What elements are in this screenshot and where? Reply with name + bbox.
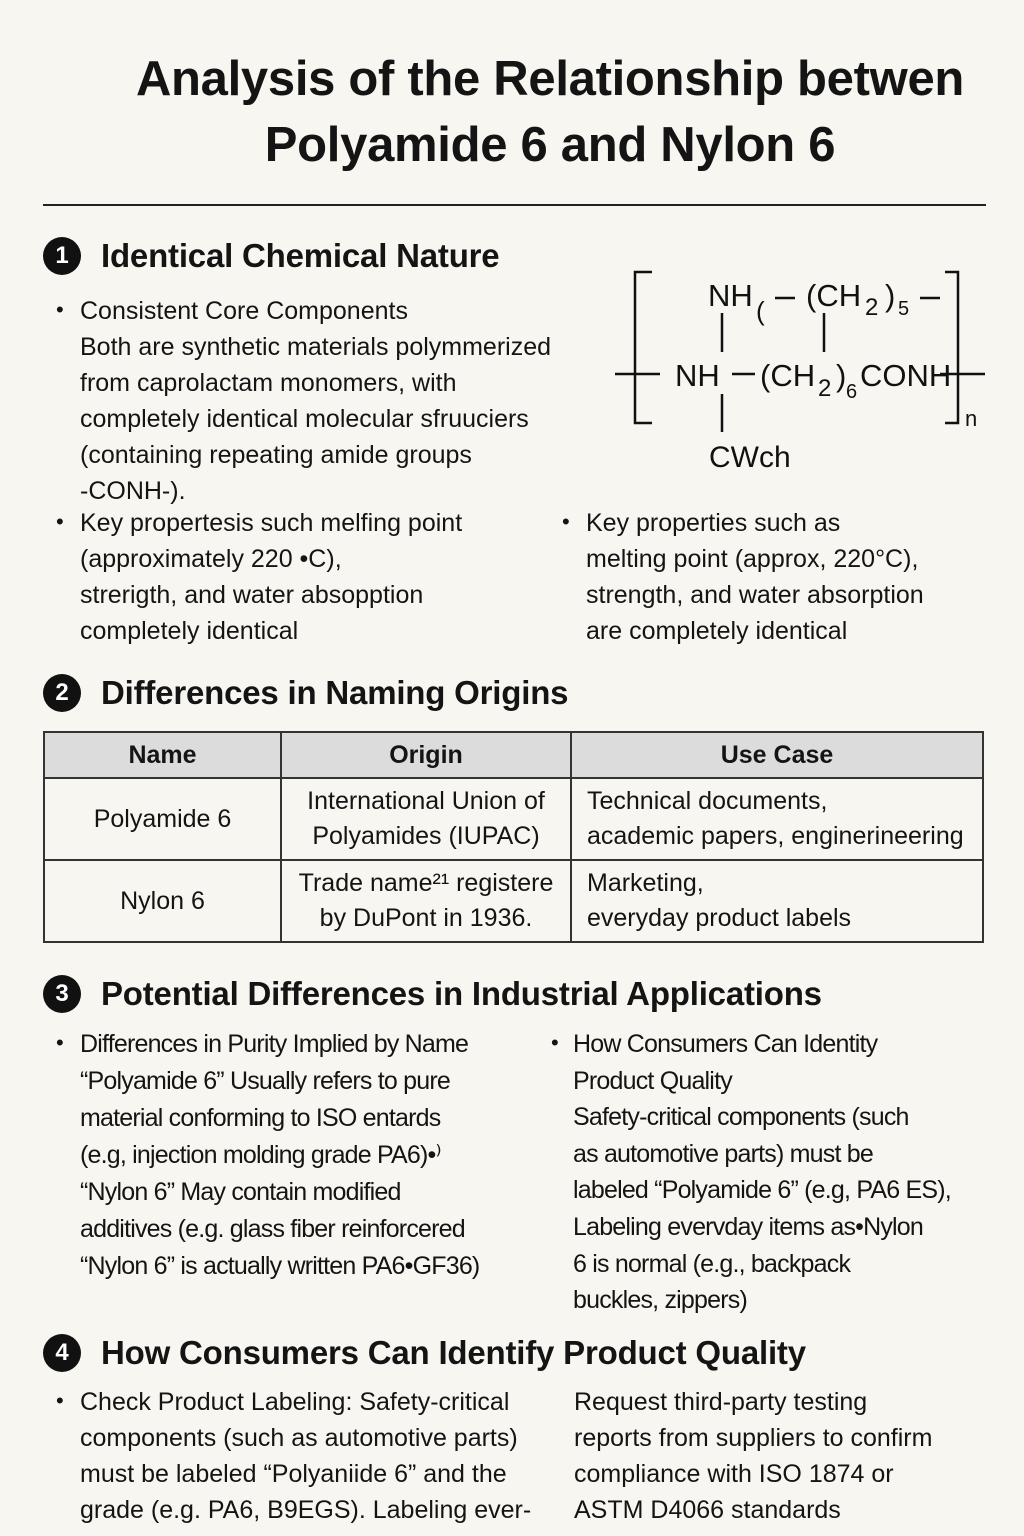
text-line: Product Quality <box>573 1066 732 1095</box>
text-line: (e.g, injection molding grade PA6)•⁾ <box>80 1141 441 1169</box>
formula-top-nh: NH <box>708 278 753 313</box>
text-line: “Nylon 6” is actually written PA6•GF36) <box>80 1252 480 1280</box>
text-line: (approximately 220 •C), <box>80 545 342 573</box>
text-line: Consistent Core Components <box>80 297 408 325</box>
formula-mid-close: ) <box>836 358 847 393</box>
text-line: Labeling evervday items as•Nylon <box>573 1212 924 1241</box>
section-3-header <box>43 974 822 1014</box>
text-line: grade (e.g. PA6, B9EGS). Labeling ever- <box>80 1496 532 1524</box>
text-line: Safety-critical components (such <box>573 1103 909 1132</box>
formula-mid-sub6: 6 <box>846 381 858 403</box>
cell-line: Marketing, <box>587 869 704 897</box>
s4-testing-text <box>574 1384 932 1528</box>
text-line: -CONH-). <box>80 477 186 505</box>
number-badge-icon: 3 <box>43 975 81 1013</box>
bullet-icon: • <box>551 1030 559 1055</box>
title-divider <box>43 204 986 206</box>
text-line: “Nylon 6” May contain modified <box>80 1178 401 1206</box>
column-header-use-case: Use Case <box>571 732 983 778</box>
text-line: ASTM D4066 standards <box>574 1496 841 1524</box>
text-line: Differences in Purity Implied by Name <box>80 1030 469 1058</box>
text-line: 6 is normal (e.g., backpack <box>573 1249 851 1278</box>
bullet-icon: • <box>56 1030 64 1055</box>
bullet-icon: • <box>562 509 570 534</box>
s1-bullet-properties <box>80 505 462 649</box>
table-row <box>44 778 983 860</box>
text-line: completely identical molecular sfruuciers <box>80 405 529 433</box>
formula-top-paren: ( <box>756 296 765 326</box>
section-heading: How Consumers Can Identify Product Quality <box>101 1334 806 1371</box>
text-line: Both are synthetic materials polymmerized <box>80 333 552 361</box>
cell-name: Nylon 6 <box>44 860 281 942</box>
cell-use-case <box>571 778 983 860</box>
chemical-structure-diagram <box>600 260 1000 480</box>
s4-bullet-labeling <box>80 1384 531 1528</box>
text-line: are completely identical <box>586 617 848 645</box>
text-line: labeled “Polyamide 6” (e.g, PA6 ES), <box>573 1176 951 1205</box>
section-heading: Potential Differences in Industrial Applications <box>101 975 822 1012</box>
text-line: components (such as automotive parts) <box>80 1424 518 1452</box>
formula-mid-nh: NH <box>675 358 720 393</box>
cell-line: Technical documents, <box>587 787 828 815</box>
formula-top-sub5: 5 <box>898 298 910 320</box>
section-4-header <box>43 1333 806 1373</box>
text-line: Key propertesis such melfing point <box>80 509 463 537</box>
cell-origin <box>281 778 571 860</box>
cell-line: International Union of <box>307 787 545 815</box>
text-line: material conforming to ISO entards <box>80 1104 441 1132</box>
formula-mid-conh: CONH <box>860 358 952 393</box>
formula-top-close: ) <box>885 278 896 313</box>
formula-repeat-n: n <box>965 406 978 431</box>
text-line: reports from suppliers to confirm <box>574 1424 933 1452</box>
text-line: must be labeled “Polyaniide 6” and the <box>80 1460 507 1488</box>
formula-top-ch2: (CH <box>806 278 862 313</box>
text-line: “Polyamide 6” Usually refers to pure <box>80 1067 450 1095</box>
page-title <box>60 46 1024 178</box>
column-header-name: Name <box>44 732 281 778</box>
title-line: Analysis of the Relationship betwen <box>135 52 965 106</box>
bullet-icon: • <box>56 297 64 322</box>
text-line: Key properties such as <box>586 509 841 537</box>
formula-mid-sub2: 2 <box>818 375 832 402</box>
naming-origins-table <box>43 731 984 943</box>
text-line: strerigth, and water absopption <box>80 581 424 609</box>
formula-mid-ch2: (CH <box>760 358 816 393</box>
cell-name: Polyamide 6 <box>44 778 281 860</box>
s3-bullet-purity <box>80 1026 479 1285</box>
cell-use-case <box>571 860 983 942</box>
section-heading: Identical Chemical Nature <box>101 237 500 274</box>
number-badge-icon: 2 <box>43 674 81 712</box>
text-line: from caprolactam monomers, with <box>80 369 457 397</box>
s1-bullet-properties-right <box>586 505 924 649</box>
number-badge-icon: 1 <box>43 237 81 275</box>
text-line: melting point (approx, 220°C), <box>586 545 919 573</box>
section-heading: Differences in Naming Origins <box>101 674 569 711</box>
text-line: strength, and water absorption <box>586 581 924 609</box>
formula-top-sub2: 2 <box>865 294 879 321</box>
text-line: (containing repeating amide groups <box>80 441 472 469</box>
cell-origin <box>281 860 571 942</box>
bullet-icon: • <box>56 1388 64 1413</box>
text-line: completely identical <box>80 617 299 645</box>
structure-brackets <box>615 272 985 432</box>
bullet-icon: • <box>56 509 64 534</box>
text-line: additives (e.g. glass fiber reinforcered <box>80 1215 465 1243</box>
section-2-header <box>43 673 568 713</box>
cell-line: everyday product labels <box>587 904 852 932</box>
table-row <box>44 860 983 942</box>
column-header-origin: Origin <box>281 732 571 778</box>
s3-bullet-consumers <box>573 1026 951 1319</box>
number-badge-icon: 4 <box>43 1334 81 1372</box>
s1-bullet-consistent <box>80 293 551 509</box>
table-header-row <box>44 732 983 778</box>
section-1-header <box>43 236 499 276</box>
text-line: buckles, zippers) <box>573 1286 747 1315</box>
text-line: compliance with ISO 1874 or <box>574 1460 894 1488</box>
cell-line: academic papers, enginerineering <box>587 822 964 850</box>
formula-bottom-group: CWch <box>709 441 791 474</box>
cell-line: Trade name²¹ registere <box>298 869 554 897</box>
text-line: as automotive parts) must be <box>573 1139 873 1168</box>
title-line: Polyamide 6 and Nylon 6 <box>264 118 836 172</box>
text-line: How Consumers Can Identity <box>573 1030 878 1058</box>
cell-line: Polyamides (IUPAC) <box>312 822 540 850</box>
text-line: Request third-party testing <box>574 1388 868 1416</box>
text-line: Check Product Labeling: Safety-critical <box>80 1388 510 1416</box>
cell-line: by DuPont in 1936. <box>319 904 533 932</box>
